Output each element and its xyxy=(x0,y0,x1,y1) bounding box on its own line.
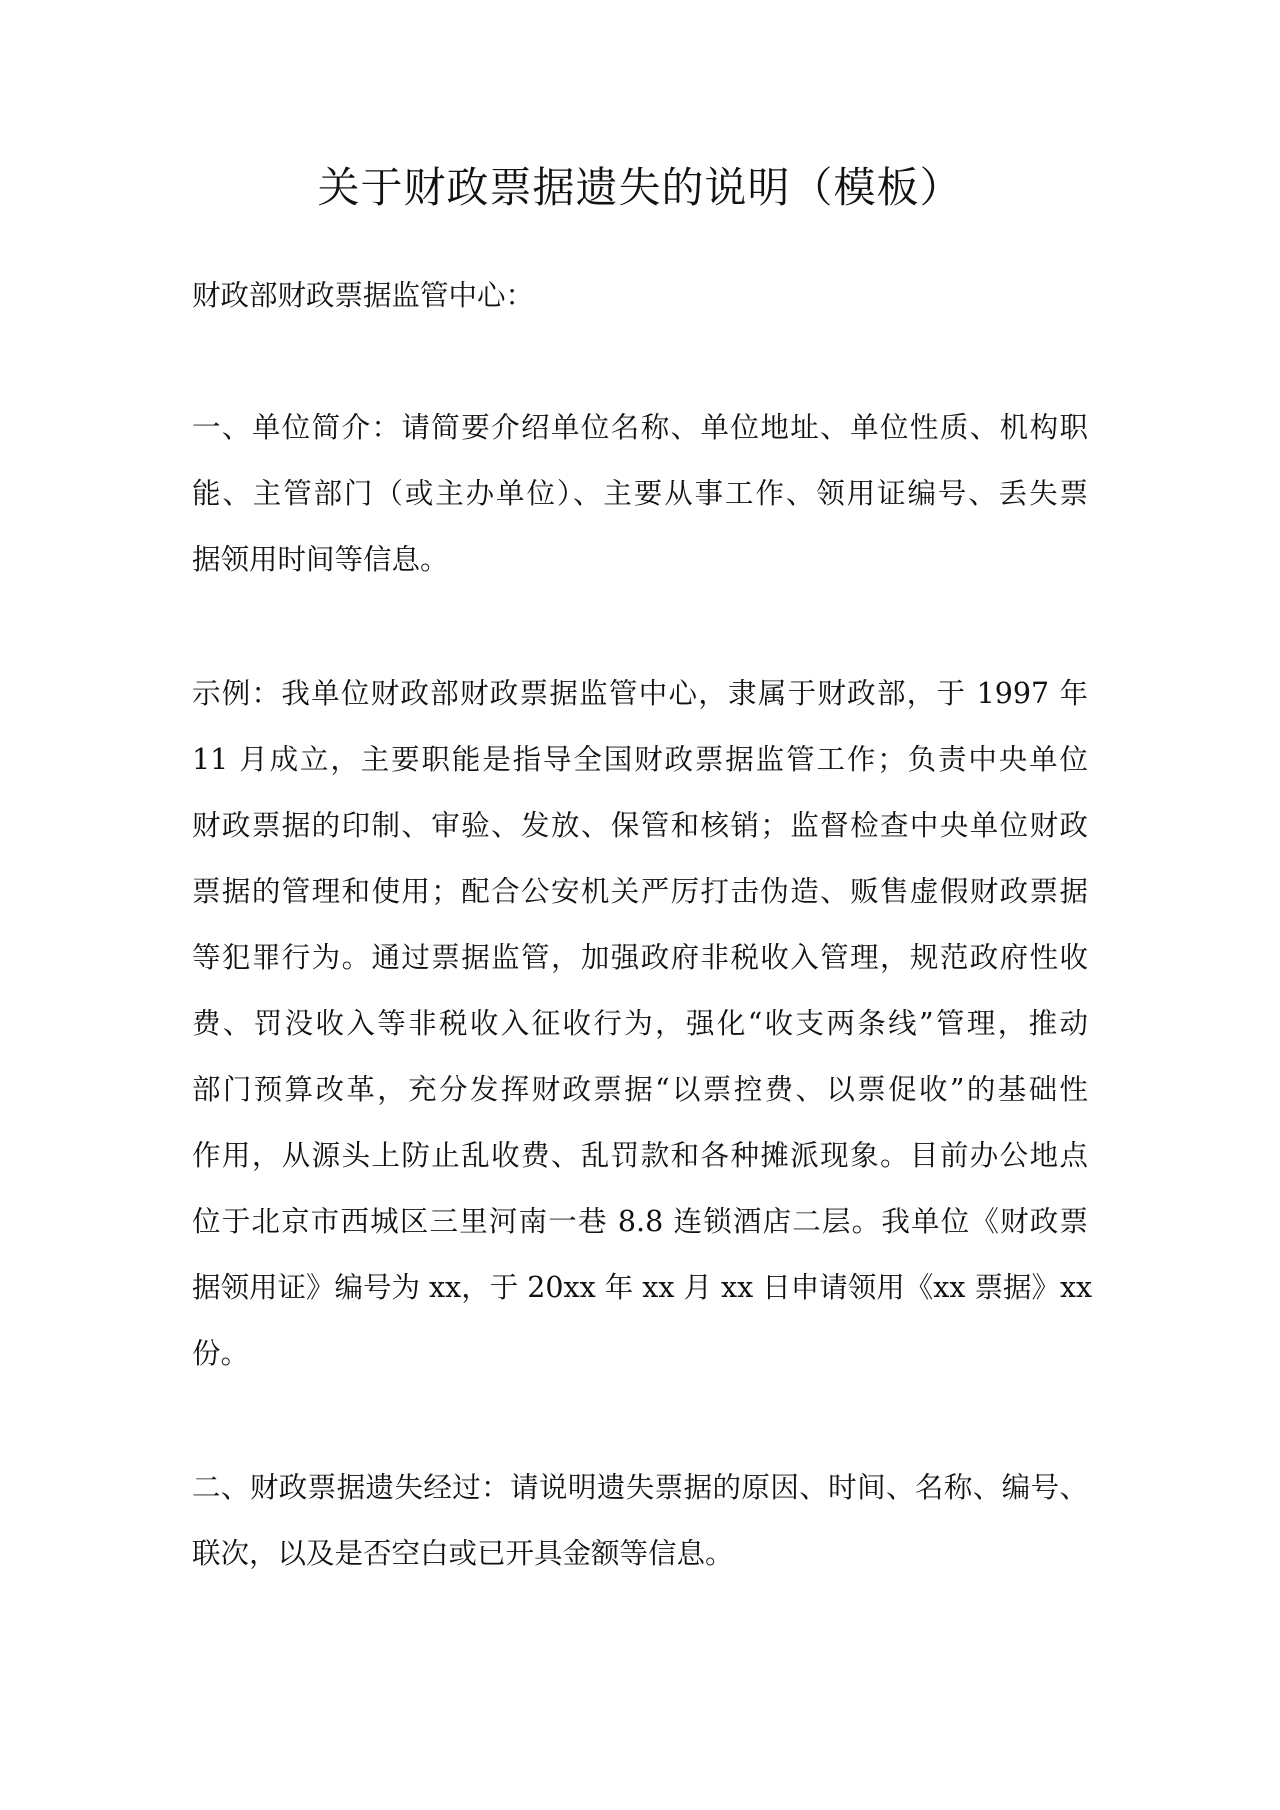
paragraph-line: 份。 xyxy=(192,1337,250,1370)
paragraph-line: 据领用证》编号为 xx，于 20xx 年 xx 月 xx 日申请领用《xx 票据》xx xyxy=(192,1271,1093,1304)
paragraph-line: 票据的管理和使用；配合公安机关严厉打击伪造、贩售虚假财政票据 xyxy=(192,875,1088,908)
document-title: 关于财政票据遗失的说明（模板） xyxy=(317,163,963,212)
paragraph-line: 一、单位简介：请简要介绍单位名称、单位地址、单位性质、机构职 xyxy=(192,411,1088,444)
paragraph-line: 据领用时间等信息。 xyxy=(192,543,449,576)
paragraph-line: 等犯罪行为。通过票据监管，加强政府非税收入管理，规范政府性收 xyxy=(192,941,1088,974)
paragraph-line: 示例：我单位财政部财政票据监管中心，隶属于财政部，于 1997 年 xyxy=(192,677,1088,710)
paragraph-line: 二、财政票据遗失经过：请说明遗失票据的原因、时间、名称、编号、 xyxy=(192,1471,1088,1504)
paragraph-line: 11 月成立，主要职能是指导全国财政票据监管工作；负责中央单位 xyxy=(192,743,1088,776)
paragraph-line: 费、罚没收入等非税收入征收行为，强化“收支两条线”管理，推动 xyxy=(192,1007,1088,1040)
paragraph-line: 财政票据的印制、审验、发放、保管和核销；监督检查中央单位财政 xyxy=(192,809,1088,842)
salutation: 财政部财政票据监管中心： xyxy=(192,279,535,312)
paragraph-line: 作用，从源头上防止乱收费、乱罚款和各种摊派现象。目前办公地点 xyxy=(192,1139,1088,1172)
paragraph-line: 部门预算改革，充分发挥财政票据“以票控费、以票促收”的基础性 xyxy=(192,1073,1088,1106)
paragraph-line: 位于北京市西城区三里河南一巷 8.8 连锁酒店二层。我单位《财政票 xyxy=(192,1205,1088,1238)
paragraph-line: 联次，以及是否空白或已开具金额等信息。 xyxy=(192,1537,734,1570)
paragraph-line: 能、主管部门（或主办单位）、主要从事工作、领用证编号、丢失票 xyxy=(192,477,1088,510)
